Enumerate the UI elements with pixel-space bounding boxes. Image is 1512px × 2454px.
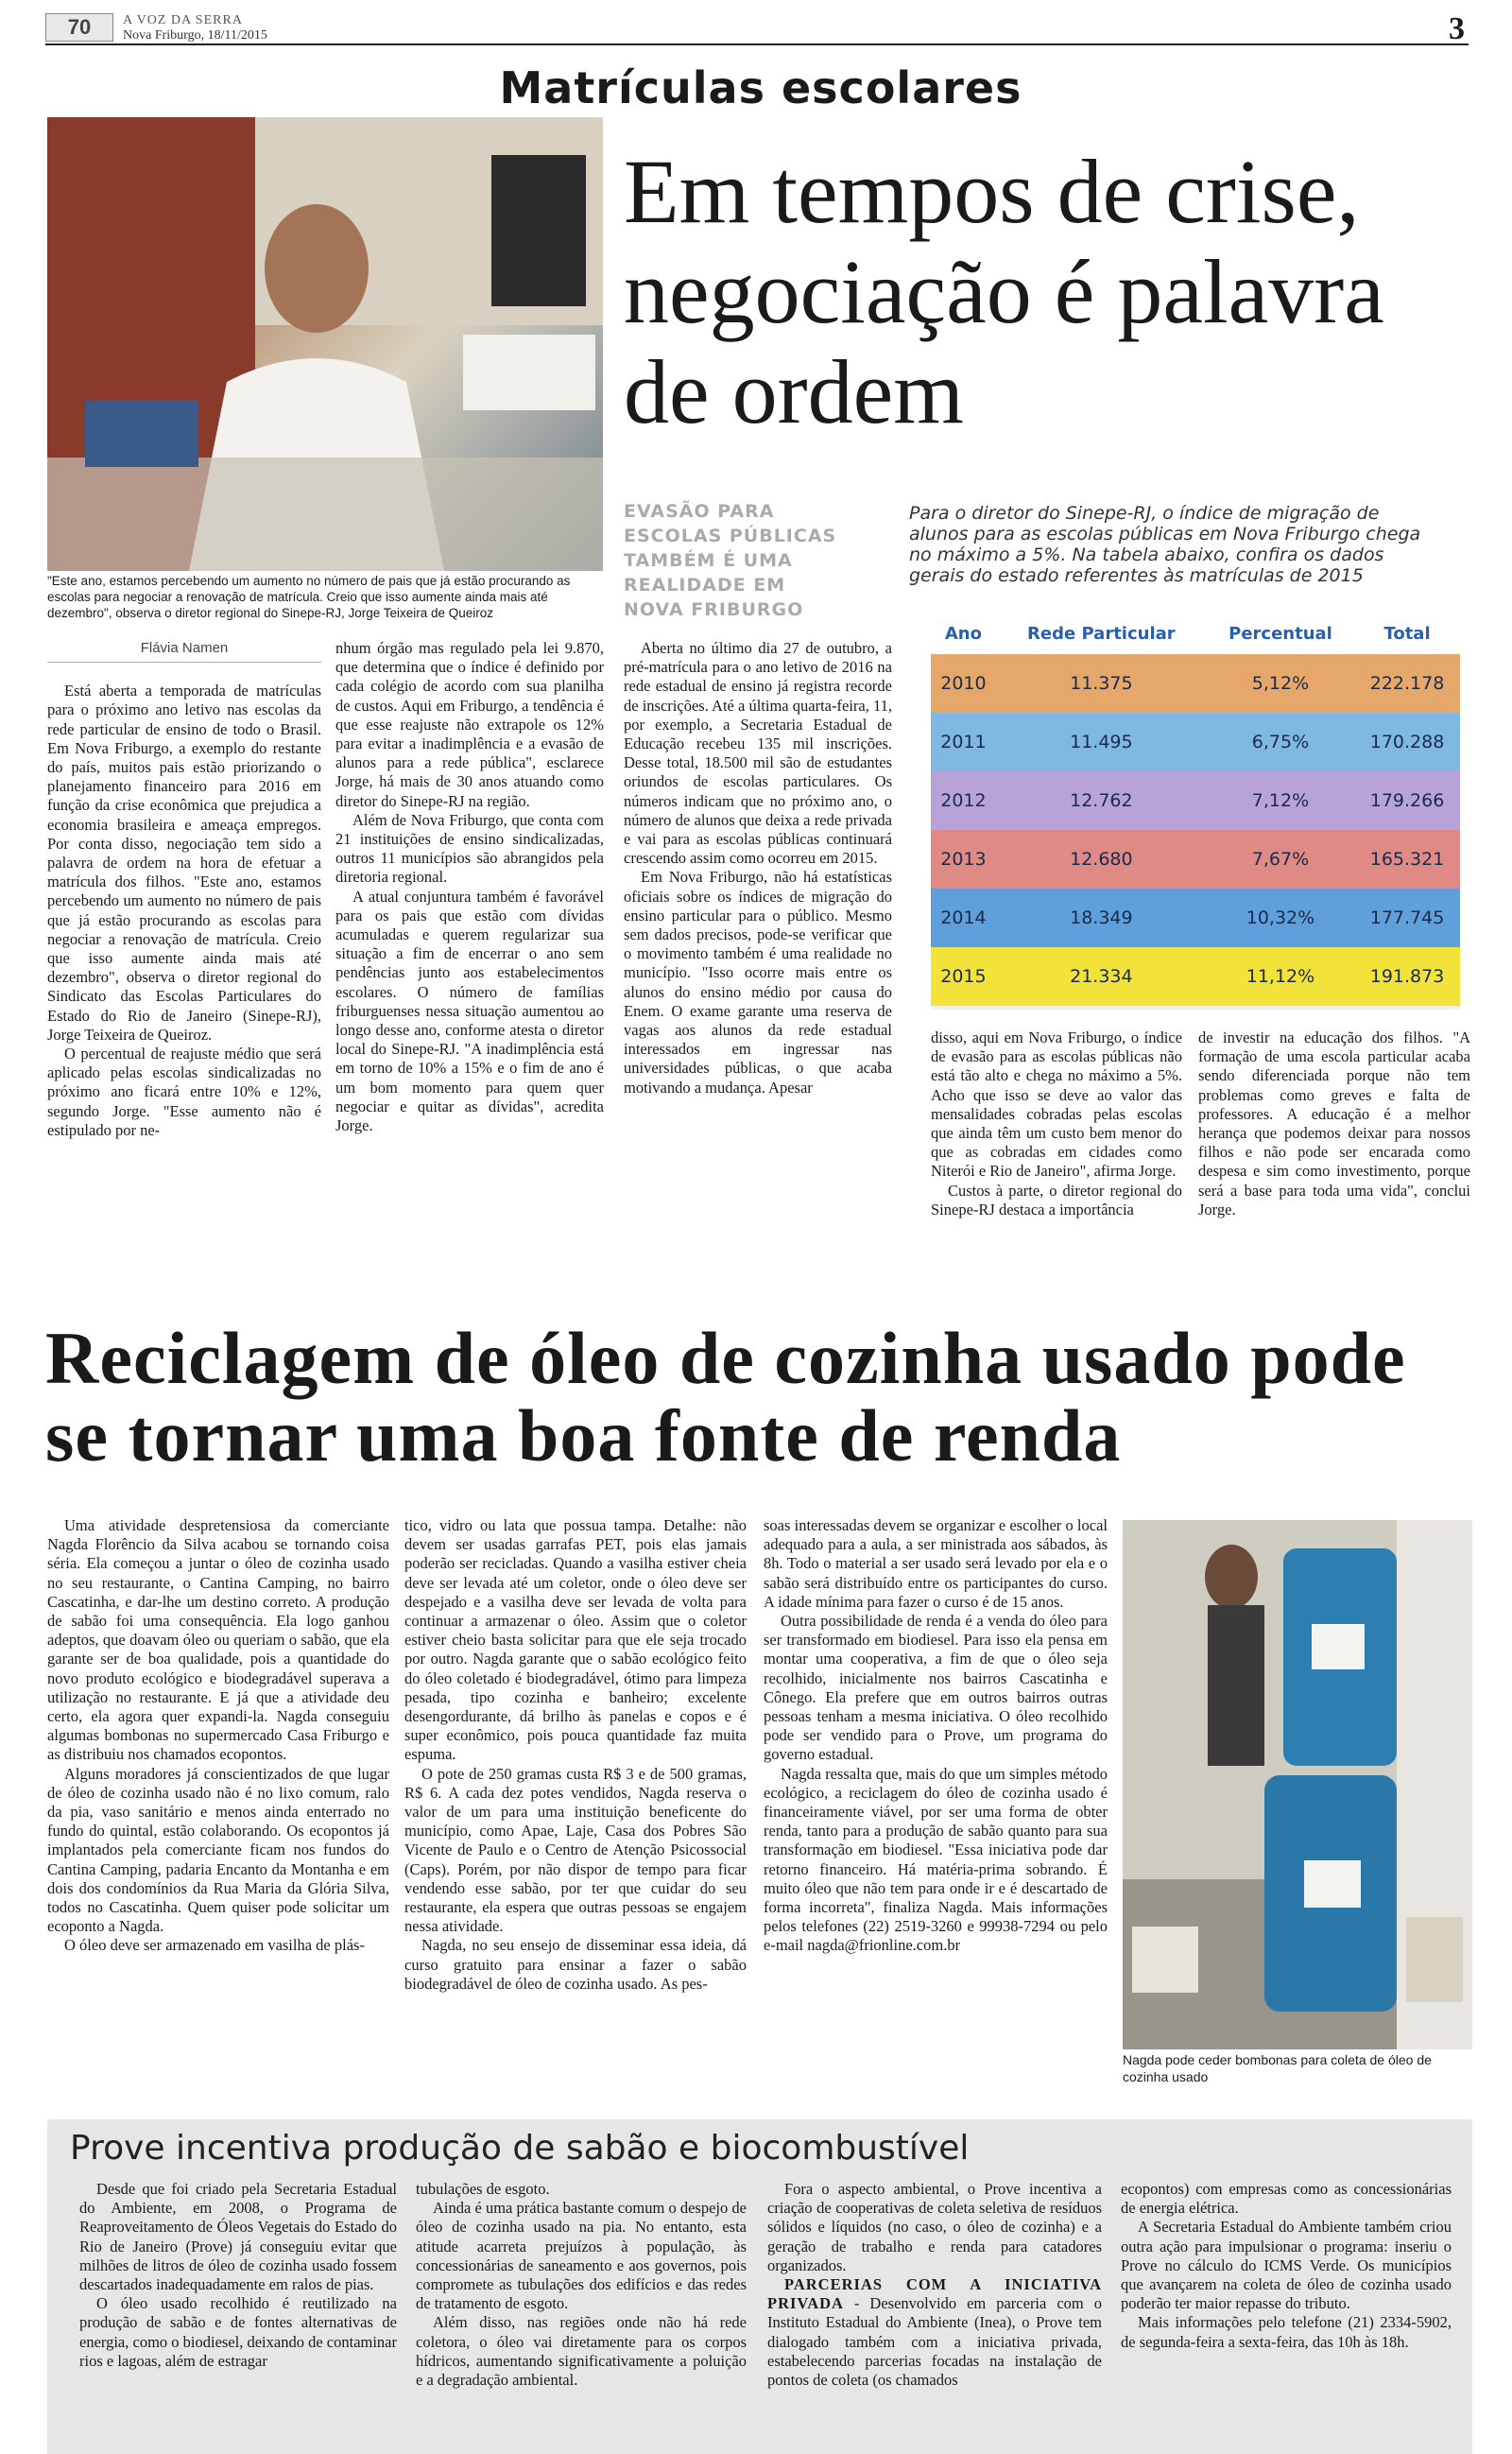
- paragraph: Desde que foi criado pela Secretaria Estadual do Ambiente, em 2008, o Programa de Reaproveitamento de Óleos Vegetais do Estado do Rio de Janeiro (Prove) já conseguiu evitar que milhões de litros de óleo de cozinha usado fossem descartados inadequadamente em ralos de pias.: [79, 2180, 397, 2294]
- table-cell-ano: 2010: [940, 673, 987, 694]
- section-title: Matrículas escolares: [499, 62, 1022, 113]
- paragraph: O pote de 250 gramas custa R$ 3 e de 500 gramas, R$ 6. A cada dez potes vendidos, Nagda reserva o valor de um para uma instituição beneficente do município, como Apae, Laje, Casa dos Pobres São Vicente de Paulo e o Centro de Atenção Psicossocial (Caps). Porém, por não dispor de tempo para ficar vendendo esse sabão, por ter que cuidar do seu restaurante, ela espera que outras pessoas se engajem nessa atividade.: [404, 1764, 747, 1936]
- table-cell-percentual: 5,12%: [1251, 673, 1310, 694]
- article1-column-1: [47, 639, 321, 1140]
- page-number: 3: [1449, 11, 1465, 46]
- table-cell-percentual: 10,32%: [1246, 907, 1315, 928]
- paragraph: Uma atividade despretensiosa da comerciante Nagda Florêncio da Silva acabou se tornando coisa séria. Ela começou a juntar o óleo de cozinha usado no seu restaurante, o Cantina Camping, no bairro Cascatinha, e dar-lhe um destino correto. A produção de sabão foi uma consequência. Ela logo ganhou adeptos, que doavam óleo ou queriam o sabão, que ela garante ser de boa qualidade, pois a quantidade do novo produto ecológico e biodegradável superava a utilização no restaurante. E já que a atividade deu certo, ela agora quer expandi-la. Nagda conseguiu algumas bombonas no supermercado Casa Friburgo e as distribuiu nos chamados ecopontos.: [47, 1516, 389, 1764]
- paragraph: Mais informações pelo telefone (21) 2334-5902, de segunda-feira a sexta-feira, das 10h às 18h.: [1121, 2313, 1452, 2351]
- paragraph: Alguns moradores já conscientizados de que lugar de óleo de cozinha usado não é no lixo comum, ralo da pia, vaso sanitário e menos ainda enterrado no fundo do quintal, estão colaborando. Os ecopontos já implantados pela comerciante ficam nos fundos do Cantina Camping, padaria Encanto da Montanha e em dois dos condomínios da Rua Maria da Glória Silva, todos no Cascatinha. Quem quiser pode solicitar um ecoponto a Nagda.: [47, 1764, 389, 1936]
- table-cell-total: 179.266: [1369, 790, 1445, 811]
- article-photo-director: [47, 117, 603, 571]
- table-caption: Para o diretor do Sinepe-RJ, o índice de migração de alunos para as escolas públicas em Nova Friburgo chega no máximo a 5%. Na tabela abaixo, confira os dados gerais do estado referentes às matrículas de 2015: [909, 503, 1421, 586]
- table-row: [931, 947, 1460, 1006]
- paragraph: [767, 2275, 1102, 2390]
- box-column-1: [79, 2180, 397, 2371]
- table-cell-particular: 21.334: [1070, 966, 1133, 987]
- edition-date: Nova Friburgo, 18/11/2015: [123, 28, 267, 43]
- box-column-4: [1121, 2180, 1452, 2352]
- paragraph-text: - Desenvolvido em parceria com o Instituto Estadual do Ambiente (Inea), o Prove tem dialogado também com a iniciativa privada, estabelecendo parcerias focadas na instalação de pontos de coleta (os chamados: [767, 2294, 1102, 2390]
- article2-column-1: [47, 1516, 389, 1956]
- table-cell-total: 177.745: [1369, 907, 1445, 928]
- newspaper-name: A VOZ DA SERRA: [123, 13, 243, 27]
- table-cell-ano: 2014: [940, 907, 987, 928]
- paragraph: ecopontos) com empresas como as concessionárias de energia elétrica.: [1121, 2180, 1452, 2218]
- paragraph: disso, aqui em Nova Friburgo, o índice de evasão para as escolas públicas não está tão alto e chega no máximo a 5%. Acho que isso se deve ao valor das mensalidades cobradas pelas escolas que ainda têm um custo bem menor do que as cobradas em cidades como Niterói e Rio de Janeiro", afirma Jorge.: [931, 1028, 1182, 1181]
- paragraph: Aberta no último dia 27 de outubro, a pré-matrícula para o ano letivo de 2016 na rede estadual de ensino já registra recorde de inscrições. Até a última quarta-feira, 11, por exemplo, a Secretaria Estadual de Educação recebeu 135 mil inscrições. Desse total, 18.500 mil são de estudantes oriundos de escolas particulares. Os números indicam que no próximo ano, o número de alunos que deixa a rede privada e vai para as escolas públicas continuará crescendo assim como ocorreu em 2015.: [624, 639, 892, 868]
- headline-reciclagem: Reciclagem de óleo de cozinha usado pode se tornar uma boa fonte de renda: [45, 1317, 1406, 1477]
- paragraph: nhum órgão mas regulado pela lei 9.870, que determina que o índice é definido por cada colégio de acordo com sua planilha de custos. Aqui em Friburgo, a tendência é que esse reajuste não extrapole os 12% para evitar a inadimplência e a evasão de alunos para a rede pública", esclarece Jorge, há mais de 30 anos atuando como diretor do Sinepe-RJ na região.: [335, 639, 604, 810]
- paragraph: Fora o aspecto ambiental, o Prove incentiva a criação de cooperativas de coleta seletiva de resíduos sólidos e líquidos (no caso, o óleo de cozinha) e a geração de trabalho e renda para catadores organizados.: [767, 2180, 1102, 2274]
- table-cell-particular: 11.375: [1070, 673, 1133, 694]
- paragraph: Custos à parte, o diretor regional do Sinepe-RJ destaca a importância: [931, 1181, 1182, 1218]
- paragraph: Nagda ressalta que, mais do que um simples método ecológico, a reciclagem do óleo de cozinha usado é financeiramente viável, por ser uma forma de obter renda, tanto para a produção de sabão quanto para sua transformação em biodiesel. "Essa iniciativa pode dar retorno financeiro. Há matéria-prima sobrando. É muito óleo que não tem para onde ir e é descartado de forma incorreta", finaliza Nagda. Mais informações pelos telefones (22) 2519-3260 e 99938-7294 ou pelo e-mail nagda@frionline.com.br: [764, 1764, 1108, 1955]
- box-column-3: [767, 2180, 1102, 2390]
- table-cell-percentual: 11,12%: [1246, 966, 1315, 987]
- paragraph: Está aberta a temporada de matrículas para o próximo ano letivo nas escolas da rede particular de ensino de todo o Brasil. Em Nova Friburgo, a exemplo do restante do país, muitos pais estão priorizando o planejamento financeiro para 2016 em função da crise econômica que prejudica a economia brasileira e ameaça empregos. Por conta disso, negociação tem sido a palavra de ordem na hora de efetuar a matrícula dos filhos. "Este ano, estamos percebendo um aumento no número de pais que já estão procurando as escolas para negociar a renovação de matrícula. Creio que isso aumente ainda mais até dezembro", observa o diretor regional do Sindicato das Escolas Particulares do Estado do Rio de Janeiro (Sinepe-RJ), Jorge Teixeira de Queiroz.: [47, 682, 321, 1044]
- table-cell-particular: 11.495: [1070, 732, 1133, 752]
- paragraph: soas interessadas devem se organizar e escolher o local adequado para a aula, a ser ministrada aos sábados, às 8h. Todo o material a ser usado será levado por ela e o sabão será distribuído entre os participantes do curso. A idade mínima para fazer o curso é de 15 anos.: [764, 1516, 1108, 1611]
- paragraph: Além disso, nas regiões onde não há rede coletora, o óleo vai diretamente para os corpos hídricos, aumentando significativamente a poluição e a degradação ambiental.: [416, 2313, 747, 2390]
- masthead: [45, 11, 1469, 45]
- photo-caption-director: "Este ano, estamos percebendo um aumento no número de pais que já estão procurando as escolas para negociar a renovação de matrícula. Creio que isso aumente ainda mais até dezembro", observa o diretor regional do Sinepe-RJ, Jorge Teixeira de Queiroz: [47, 574, 571, 620]
- table-cell-particular: 12.680: [1070, 849, 1133, 870]
- table-header: Total: [1354, 613, 1460, 654]
- subsection-title-evasao: EVASÃO PARA ESCOLAS PÚBLICAS TAMBÉM É UMA REALIDADE EM NOVA FRIBURGO: [624, 501, 837, 620]
- table-cell-percentual: 7,67%: [1251, 849, 1310, 870]
- table-cell-total: 165.321: [1369, 849, 1445, 870]
- paragraph: O percentual de reajuste médio que será aplicado pelas escolas sindicalizadas no próximo ano ficará entre 10% e 12%, segundo Jorge. "Esse aumento não é estipulado por ne-: [47, 1045, 321, 1139]
- box-headline-prove: Prove incentiva produção de sabão e biocombustível: [70, 2129, 970, 2168]
- paragraph: A Secretaria Estadual do Ambiente também criou outra ação para impulsionar o programa: inseriu o Prove no cálculo do ICMS Verde. Os municípios que avançarem na coleta de óleo de cozinha usado poderão ter maior repasse do tributo.: [1121, 2218, 1452, 2313]
- article1-column-4: [931, 1028, 1182, 1219]
- paragraph: Em Nova Friburgo, não há estatísticas oficiais sobre os índices de migração do ensino particular para o público. Mesmo sem dados precisos, pode-se verificar que o movimento também é uma realidade no município. "Isso ocorre mais entre os alunos do ensino médio por causa do Enem. O exame garante uma reserva de vagas aos alunos da rede estadual interessados em ingressar nas universidades públicas, o que acaba motivando a mudança. Apesar: [624, 868, 892, 1097]
- paragraph: O óleo deve ser armazenado em vasilha de plás-: [64, 1936, 365, 1955]
- table-row: [931, 830, 1460, 889]
- article-photo-bombonas: [1123, 1520, 1472, 2049]
- table-row: [931, 771, 1460, 830]
- table-cell-total: 191.873: [1369, 966, 1445, 987]
- table-row: [931, 713, 1460, 771]
- paragraph: Nagda, no seu ensejo de disseminar essa ideia, dá curso gratuito para ensinar a fazer o sabão biodegradável de óleo de cozinha usado. As pes-: [404, 1936, 747, 1993]
- table-cell-percentual: 7,12%: [1251, 790, 1310, 811]
- table-cell-ano: 2013: [940, 849, 987, 870]
- table-cell-particular: 18.349: [1070, 907, 1133, 928]
- article1-column-3: [624, 639, 892, 1097]
- byline: Flávia Namen: [47, 639, 321, 663]
- article1-column-2: [335, 639, 604, 1135]
- table-cell-total: 170.288: [1369, 732, 1445, 752]
- paragraph: A atual conjuntura também é favorável para os pais que estão com dívidas acumuladas e querem regularizar sua situação a fim de encerrar o ano sem pendências junto aos estabelecimentos escolares. O número de famílias friburguenses nessa situação aumentou ao longo desse ano, conforme atesta o diretor local do Sinepe-RJ. "A inadimplência está em torno de 10% a 15% e o fim de ano é um bom momento para quem quer negociar e quitar as dívidas", acredita Jorge.: [335, 887, 604, 1135]
- table-header: Percentual: [1207, 613, 1354, 654]
- paragraph: de investir na educação dos filhos. "A formação de uma escola particular acaba sendo diferenciada porque não tem problemas como greves e falta de professores. A educação é a melhor herança que podemos deixar para nossos filhos e não pode ser encarada como despesa e sim como investimento, porque será a base para toda uma vida", conclui Jorge.: [1198, 1028, 1470, 1218]
- table-cell-ano: 2011: [940, 732, 987, 752]
- paragraph: Ainda é uma prática bastante comum o despejo de óleo de cozinha usado na pia. No entanto, esta atitude acarreta prejuízos à população, às concessionárias de saneamento e aos governos, pois compromete as tubulações dos edifícios e das redes de tratamento de esgoto.: [416, 2199, 747, 2313]
- paragraph: tubulações de esgoto.: [416, 2180, 550, 2198]
- box-column-2: [416, 2180, 747, 2390]
- paragraph: Além de Nova Friburgo, que conta com 21 instituições de ensino sindicalizadas, outros 11 municípios são abrangidos pela diretoria regional.: [335, 810, 604, 887]
- table-cell-ano: 2012: [940, 790, 987, 811]
- photo-caption-bombonas: Nagda pode ceder bombonas para coleta de óleo de cozinha usado: [1123, 2052, 1432, 2084]
- paragraph: O óleo usado recolhido é reutilizado na produção de sabão e de fontes alternativas de energia, como o biodiesel, deixando de contaminar rios e lagoas, além de estragar: [79, 2294, 398, 2370]
- enrollment-table: [931, 613, 1460, 1010]
- table-cell-total: 222.178: [1369, 673, 1445, 694]
- paragraph: Outra possibilidade de renda é a venda do óleo para ser transformado em biodiesel. Para isso ela pensa em montar uma cooperativa, a fim de que o óleo seja recolhido, inicialmente nos bairros Cascatinha e Cônego. Ela prefere que em outros bairros outras pessoas tenham a mesma iniciativa. O óleo recolhido pode ser vendido para o Prove, um programa do governo estadual.: [764, 1612, 1108, 1764]
- table-cell-particular: 12.762: [1070, 790, 1133, 811]
- article2-column-2: [404, 1516, 747, 1994]
- table-header: Rede Particular: [996, 613, 1207, 654]
- table-cell-ano: 2015: [940, 966, 987, 987]
- newspaper-logo: 70: [45, 13, 113, 42]
- table-row: [931, 654, 1460, 713]
- paragraph: tico, vidro ou lata que possua tampa. Detalhe: não devem ser usadas garrafas PET, pois elas jamais poderão ser recicladas. Quando a vasilha estiver cheia deve ser levada até um coletor, onde o óleo deve ser despejado e a vasilha deve ser levada de volta para continuar a armazenar o óleo. Assim que o coletor estiver cheio basta solicitar para que ele seja trocado por outro. Nagda garante que o sabão ecológico feito do óleo coletado é biodegradável, ótimo para limpeza pesada, tipo cozinha e banheiro; excelente desengordurante, dá brilho às panelas e copos e é super econômico, pois pouca quantidade faz muita espuma.: [404, 1516, 747, 1764]
- table-cell-percentual: 6,75%: [1251, 732, 1310, 752]
- subhead-parcerias: PARCERIAS COM A INICIATIVA PRIVADA: [767, 2275, 1102, 2313]
- table-header: Ano: [931, 613, 996, 654]
- table-row: [931, 889, 1460, 947]
- article2-column-3: [764, 1516, 1108, 1956]
- article1-column-5: [1198, 1028, 1470, 1219]
- headline-matriculas: Em tempos de crise, negociação é palavra de ordem: [624, 141, 1384, 442]
